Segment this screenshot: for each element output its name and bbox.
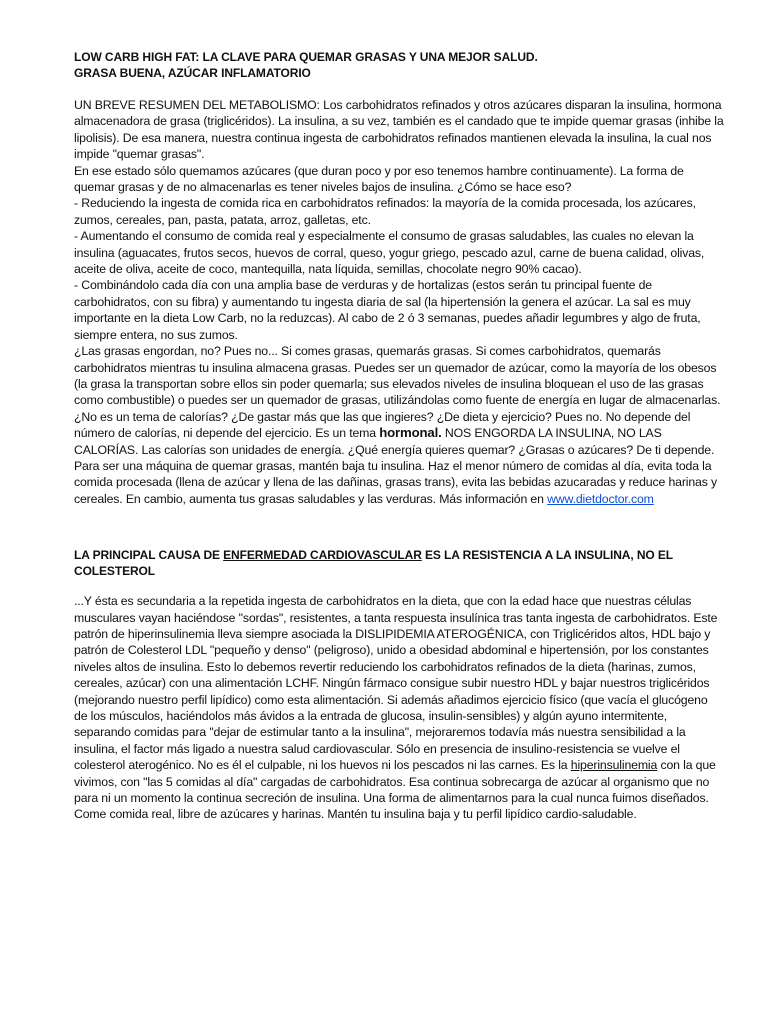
hiperinsulinemia-underlined: hiperinsulinemia: [570, 758, 658, 773]
calories-text-b: NOS ENGORDA LA INSULINA, NO LAS CALORÍAS. Las calorías son unidades de energía. ¿Qué energía quieres quemar? ¿Grasas o azúcares? De ti depende. Para ser una máquina de quemar grasas, mantén baja tu insulina. Haz el menor número de comidas al día, evita toda la comida procesada (llena de azúcar y llena de las dañinas, grasas trans), evita las bebidas azucaradas y reduce harinas y cereales. En cambio, aumenta tus grasas saludables y las verduras. Más información en: [74, 426, 717, 506]
sugar-burning-paragraph: En ese estado sólo quemamos azúcares (que duran poco y por eso tenemos hambre continuamente). La forma de quemar grasas y de no almacenarlas es tener niveles bajos de insulina. ¿Cómo se hace eso?: [74, 163, 684, 195]
hormonal-bold-text: hormonal.: [379, 425, 442, 441]
metabolism-summary-paragraph: UN BREVE RESUMEN DEL METABOLISMO: Los carbohidratos refinados y otros azúcares disparan la insulina, hormona almacenadora de grasa (triglicéridos). La insulina, a su vez, también es el candado que te impide quemar grasas (inhibe la lipolisis). De esa manera, nuestra continua ingesta de carbohidratos refinados mantienen elevada la insulina, la cual nos impide "quemar grasas".: [74, 98, 724, 162]
document-page: [74, 49, 724, 823]
section2-title: [74, 547, 724, 579]
dietdoctor-link[interactable]: www.dietdoctor.com: [547, 491, 654, 506]
vegetables-item: - Combinándolo cada día con una amplia base de verduras y de hortalizas (estos serán tu principal fuente de carbohidratos, con su fibra) y aumentando tu ingesta diaria de sal (la hipertensión la genera el azúcar. La sal es muy importante en la dieta Low Carb, no la reduzcas). Al cabo de 2 ó 3 semanas, puedes añadir legumbres y algo de fruta, siempre entera, no sus zumos.: [74, 278, 701, 342]
reduce-carbs-item: - Reduciendo la ingesta de comida rica en carbohidratos refinados: la mayoría de la comida procesada, los azúcares, zumos, cereales, pan, pasta, patata, arroz, galletas, etc.: [74, 196, 696, 227]
section1-title-line2: GRASA BUENA, AZÚCAR INFLAMATORIO: [74, 66, 311, 80]
section1-title: [74, 49, 724, 81]
cardio-text-b: con la que vivimos, con "las 5 comidas al día" cargadas de carbohidratos. Esa continua sobrecarga de azúcar al organismo que no para ni un momento la continua secreción de insulina. Una forma de alimentarnos para la cual nunca fuimos diseñados. Come comida real, libre de azúcares y harinas. Mantén tu insulina baja y tu perfil lipídico cardio-saludable.: [74, 758, 716, 822]
section2-title-a: LA PRINCIPAL CAUSA DE: [74, 548, 224, 563]
calories-text-a: ¿No es un tema de calorías? ¿De gastar más que las que ingieres? ¿De dieta y ejercicio? Pues no. No depende del número de calorías, ni depende del ejercicio. Es un tema: [74, 409, 691, 441]
fats-question-paragraph: ¿Las grasas engordan, no? Pues no... Si comes grasas, quemarás grasas. Si comes carbohidratos, quemarás carbohidratos mientras tu insulina almacena grasas. Puedes ser un quemador de azúcar, como la mayoría de los obesos (la grasa la transportan sobre ellos sin poder quemarla; sus elevados niveles de insulina bloquean el uso de las grasas como combustible) o puedes ser un quemador de grasas, utilizándolas como fuente de energía en lugar de almacenarlas.: [74, 344, 721, 408]
cardiovascular-paragraph: [74, 593, 724, 823]
calories-paragraph: [74, 409, 724, 507]
section2-title-b: ES LA RESISTENCIA A LA INSULINA, NO EL COLESTEROL: [74, 548, 673, 579]
cardio-text-a: ...Y ésta es secundaria a la repetida ingesta de carbohidratos en la dieta, que con la edad hace que nuestras células musculares vayan haciéndose "sordas", resistentes, a tanta respuesta insulínica tras tanta ingesta de carbohidratos. Este patrón de hiperinsulinemia lleva siempre asociada la DISLIPIDEMIA ATEROGÉNICA, con Triglicéridos altos, HDL bajo y patrón de Colesterol LDL "pequeño y denso" (peligroso), unido a obesidad abdominal e hipertensión, por los constantes niveles altos de insulina. Esto lo debemos revertir reduciendo los carbohidratos refinados de la dieta (harinas, zumos, cereales, azúcar) con una alimentación LCHF. Ningún fármaco consigue subir nuestro HDL y bajar nuestros triglicéridos (mejorando nuestro perfil lipídico) como esta alimentación. Si además añadimos ejercicio físico (que vacía el glucógeno de los músculos, haciéndolos más ávidos a la entrada de glucosa, insulin-sensibles) y algún ayuno intermitente, separando comidas para "dejar de estimular tanto a la insulina", mejoraremos todavía más nuestra sensibilidad a la insulina, el factor más ligado a nuestra salud cardiovascular. Sólo en presencia de insulino-resistencia se vuelve el colesterol aterogénico. No es él el culpable, ni los huevos ni los pescados ni las carnes. Es la: [74, 594, 718, 773]
healthy-fats-item: - Aumentando el consumo de comida real y especialmente el consumo de grasas saludables, las cuales no elevan la insulina (aguacates, frutos secos, huevos de corral, queso, yogur griego, pescado azul, carne de buena calidad, olivas, aceite de oliva, aceite de coco, mantequilla, nata líquida, semillas, chocolate negro 90% cacao).: [74, 229, 705, 277]
section1-title-line1: LOW CARB HIGH FAT: LA CLAVE PARA QUEMAR GRASAS Y UNA MEJOR SALUD.: [74, 50, 538, 64]
section2-title-underlined: ENFERMEDAD CARDIOVASCULAR: [223, 548, 422, 563]
